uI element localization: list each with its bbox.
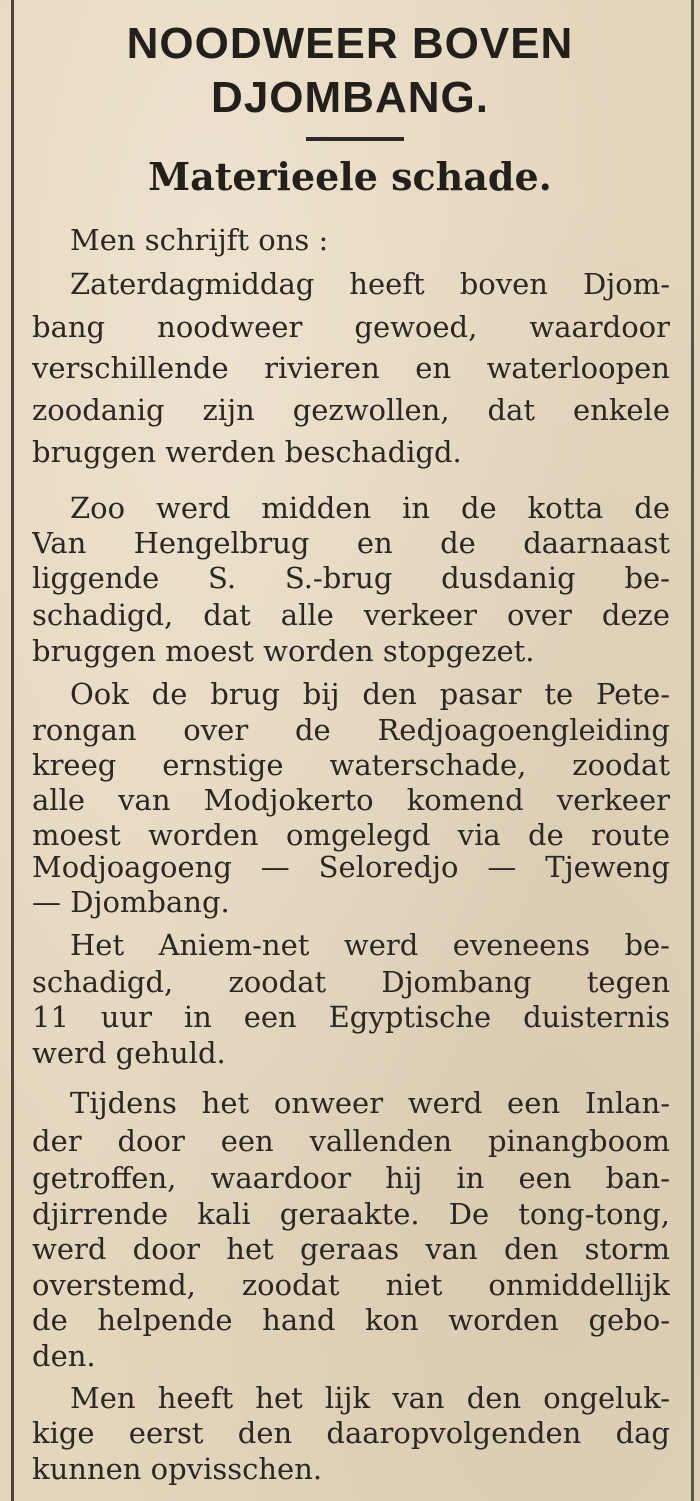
body-line: kunnen opvisschen. [32, 1455, 323, 1486]
subheadline: Materieele schade. [148, 154, 552, 199]
body-line: schadigd, dat alle verkeer over deze [32, 601, 670, 632]
body-line: Ook de brug bij den pasar te Pete- [70, 680, 670, 711]
body-line: der door een vallenden pinangboom [32, 1127, 670, 1158]
headline-line-2: DJOMBANG. [211, 73, 489, 122]
body-line: verschillende rivieren en waterloopen [32, 354, 670, 385]
left-column-rule [11, 0, 14, 1501]
right-column-rule [691, 0, 694, 1501]
body-line: kreeg ernstige waterschade, zoodat [32, 751, 670, 782]
body-line: werd door het geraas van den storm [32, 1235, 670, 1266]
body-line: moest worden omgelegd via de route [32, 821, 670, 852]
body-line: overstemd, zoodat niet onmiddellijk [32, 1271, 670, 1302]
headline-divider [306, 137, 404, 141]
body-line: kige eerst den daaropvolgenden dag [32, 1419, 670, 1450]
body-line: alle van Modjokerto komend verkeer [32, 786, 670, 817]
body-line: bruggen moest worden stopgezet. [32, 637, 535, 668]
body-line: djirrende kali geraakte. De tong-tong, [32, 1200, 670, 1231]
body-line: Het Aniem-net werd eveneens be- [70, 931, 670, 962]
body-line: zoodanig zijn gezwollen, dat enkele [32, 396, 670, 427]
body-line: Men heeft het lijk van den ongeluk- [70, 1384, 670, 1415]
body-line: werd gehuld. [32, 1039, 226, 1070]
body-line: Zaterdagmiddag heeft boven Djom- [70, 270, 670, 301]
body-line: rongan over de Redjoagoengleiding [32, 716, 670, 747]
body-line: 11 uur in een Egyptische duisternis [32, 1003, 670, 1034]
body-line: schadigd, zoodat Djombang tegen [32, 968, 670, 999]
body-line: Modjoagoeng — Seloredjo — Tjeweng [32, 853, 670, 884]
body-line: — Djombang. [32, 888, 230, 919]
body-line: Men schrijft ons : [70, 226, 329, 257]
headline-line-1: NOODWEER BOVEN [126, 19, 574, 68]
body-line: getroffen, waardoor hij in een ban- [32, 1164, 670, 1195]
body-line: Tijdens het onweer werd een Inlan- [70, 1089, 670, 1120]
body-line: bang noodweer gewoed, waardoor [32, 313, 670, 344]
body-line: Van Hengelbrug en de daarnaast [32, 529, 670, 560]
body-line: den. [32, 1342, 96, 1373]
body-line: Zoo werd midden in de kotta de [70, 494, 670, 525]
body-line: de helpende hand kon worden gebo- [32, 1306, 670, 1337]
body-line: liggende S. S.-brug dusdanig be- [32, 564, 670, 595]
body-line: bruggen werden beschadigd. [32, 438, 462, 469]
